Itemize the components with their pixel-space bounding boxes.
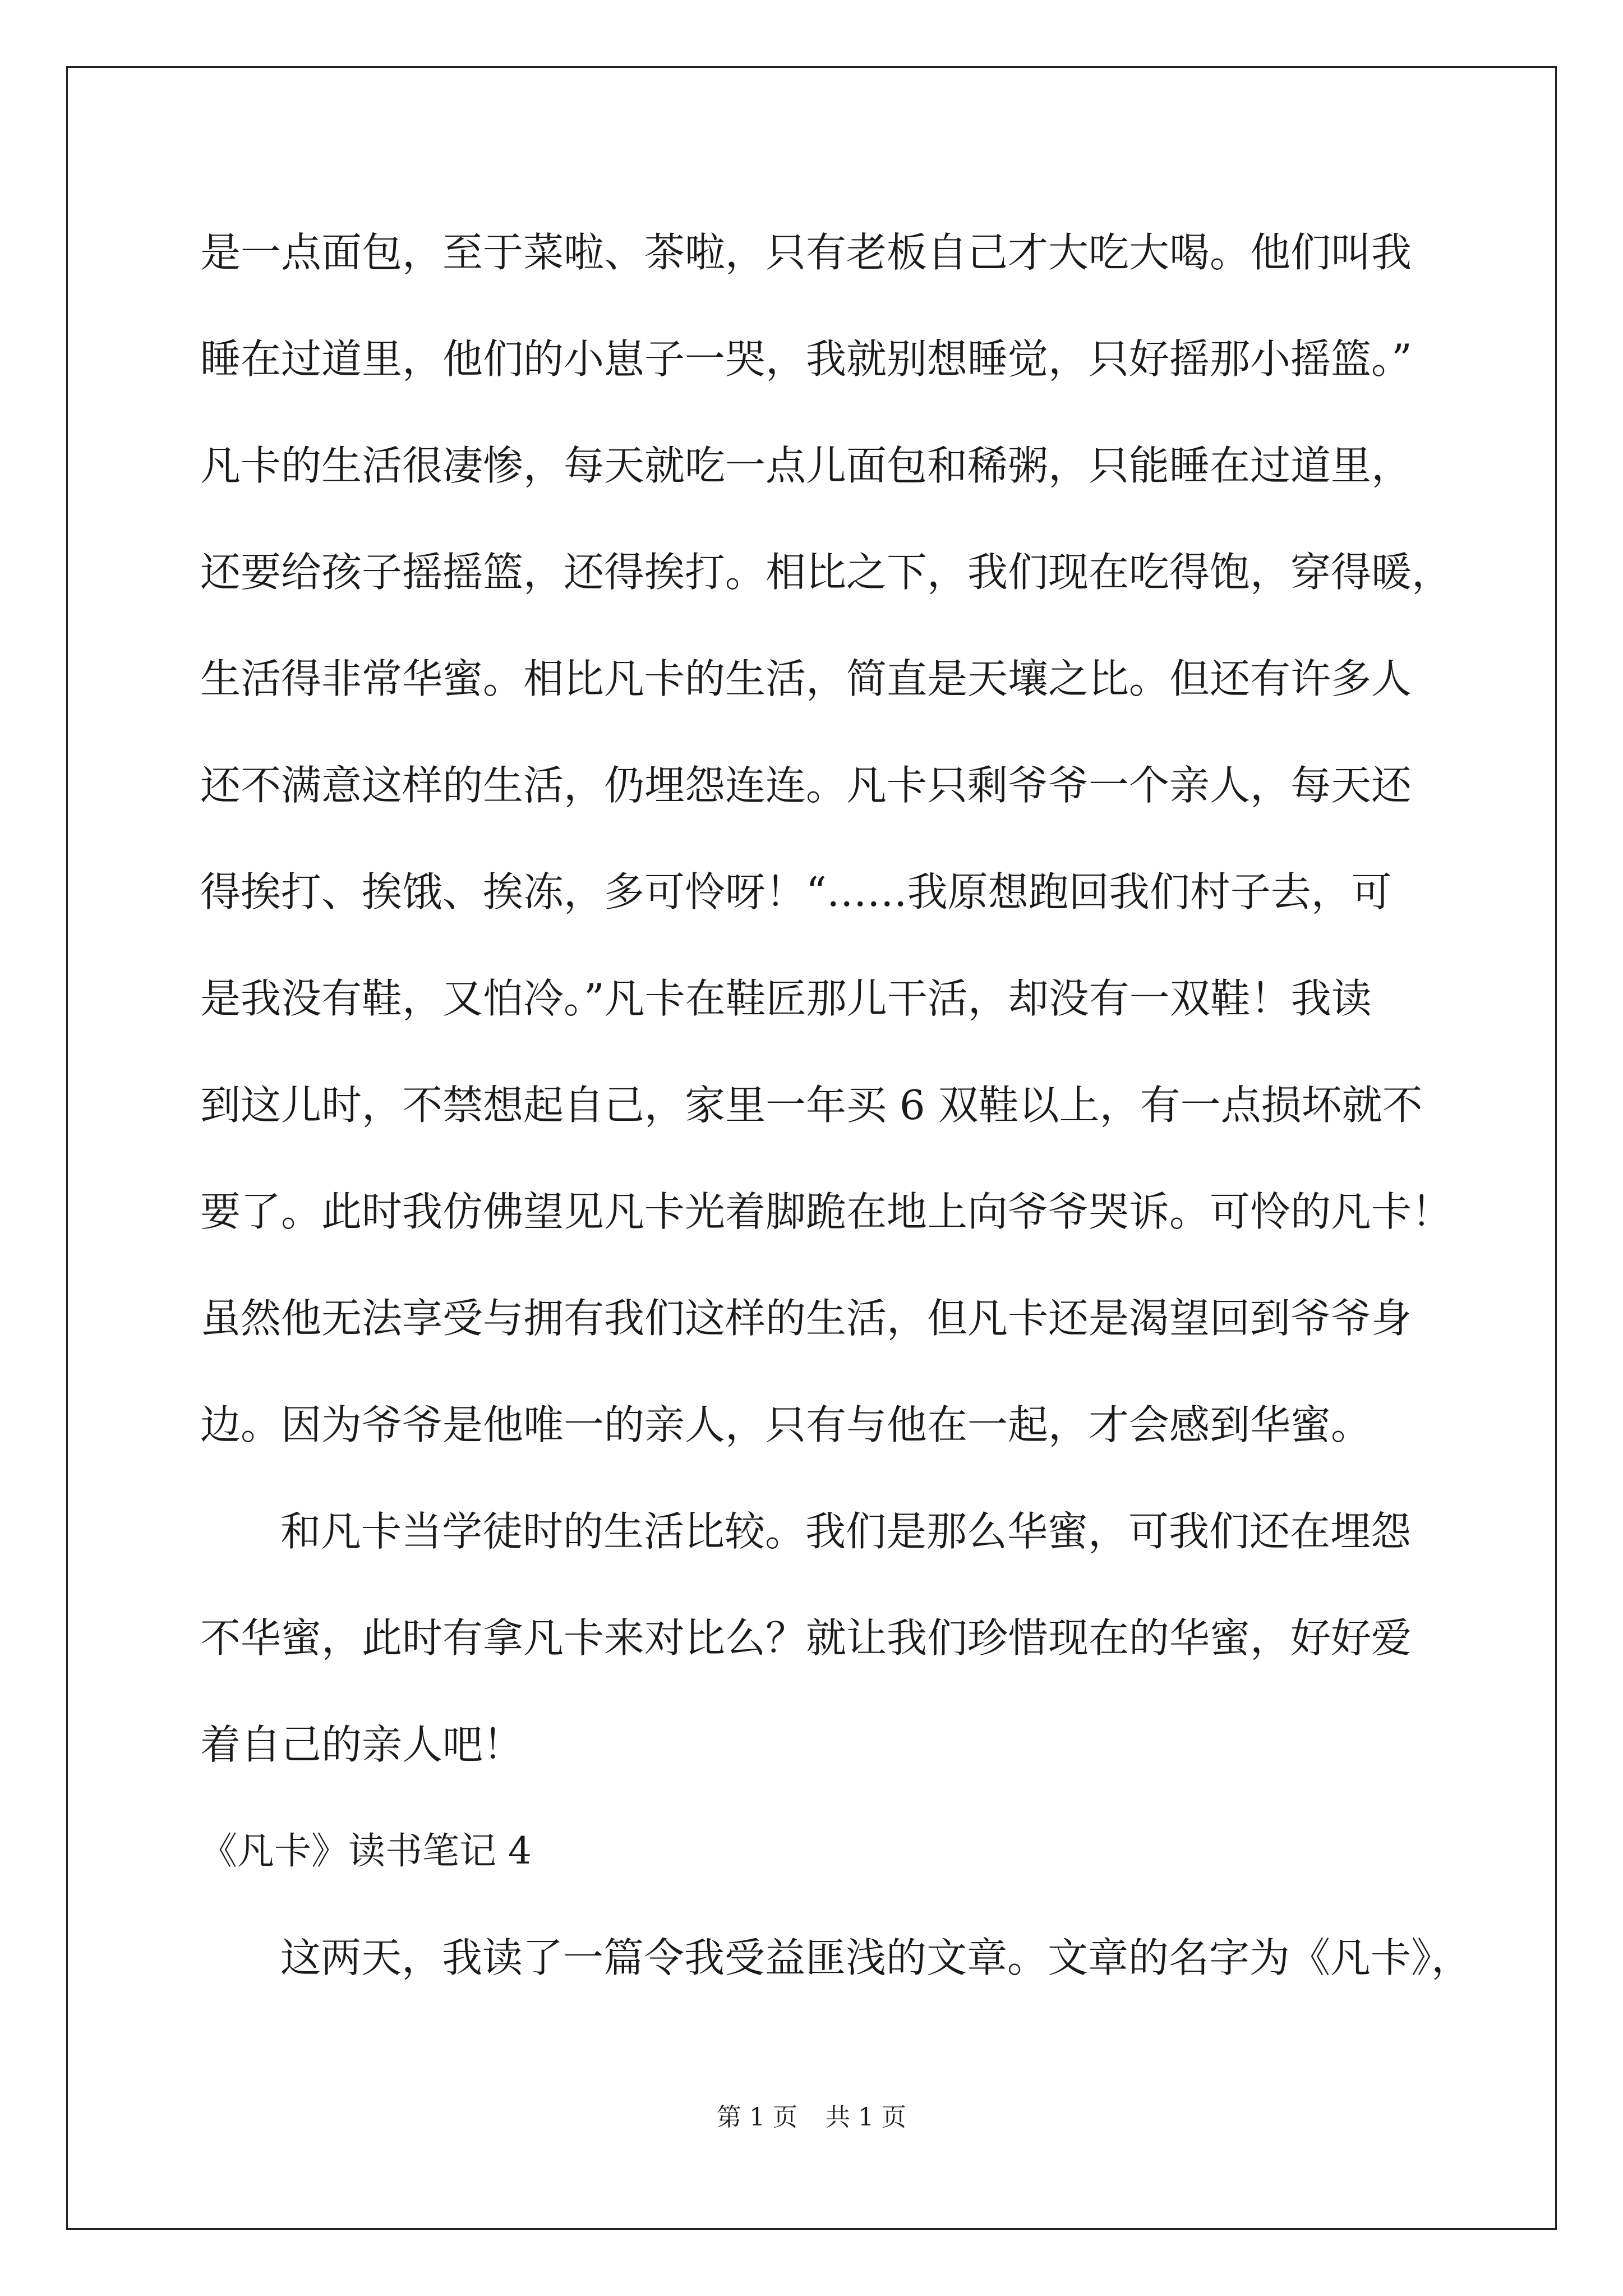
page-number: 第 1 页 bbox=[717, 2103, 797, 2132]
text-line-7: 得挨打、挨饿、挨冻，多可怜呀！“……我原想跑回我们村子去，可 bbox=[200, 868, 1392, 915]
text-line-2: 睡在过道里，他们的小崽子一哭，我就别想睡觉，只好摇那小摇篮。” bbox=[200, 335, 1412, 383]
text-line-16: 这两天，我读了一篇令我受益匪浅的文章。文章的名字为《凡卡》， bbox=[280, 1934, 1472, 1981]
page-border bbox=[66, 66, 1557, 2230]
text-line-10: 要了。此时我仿佛望见凡卡光着脚跪在地上向爷爷哭诉。可怜的凡卡！ bbox=[200, 1188, 1453, 1235]
text-line-11: 虽然他无法享受与拥有我们这样的生活，但凡卡还是渴望回到爷爷身 bbox=[200, 1295, 1412, 1342]
text-line-12: 边。因为爷爷是他唯一的亲人，只有与他在一起，才会感到华蜜。 bbox=[200, 1401, 1372, 1448]
text-line-6: 还不满意这样的生活，仍埋怨连连。凡卡只剩爷爷一个亲人，每天还 bbox=[200, 762, 1412, 809]
page-footer bbox=[0, 2101, 1623, 2134]
text-line-15: 着自己的亲人吧！ bbox=[200, 1721, 524, 1768]
text-line-4: 还要给孩子摇摇篮，还得挨打。相比之下，我们现在吃得饱，穿得暖， bbox=[200, 549, 1453, 596]
text-line-13: 和凡卡当学徒时的生活比较。我们是那么华蜜，可我们还在埋怨 bbox=[280, 1508, 1412, 1555]
text-line-8: 是我没有鞋，又怕冷。”凡卡在鞋匠那儿干活，却没有一双鞋！我读 bbox=[200, 975, 1372, 1022]
text-line-3: 凡卡的生活很凄惨，每天就吃一点儿面包和稀粥，只能睡在过道里， bbox=[200, 442, 1412, 489]
text-line-5: 生活得非常华蜜。相比凡卡的生活，简直是天壤之比。但还有许多人 bbox=[200, 655, 1412, 702]
text-line-1: 是一点面包，至于菜啦、茶啦，只有老板自己才大吃大喝。他们叫我 bbox=[200, 229, 1412, 276]
text-line-9: 到这儿时，不禁想起自己，家里一年买 6 双鞋以上，有一点损坏就不 bbox=[200, 1082, 1423, 1129]
section-heading: 《凡卡》读书笔记 4 bbox=[200, 1829, 532, 1872]
page-total: 共 1 页 bbox=[826, 2103, 906, 2132]
text-line-14: 不华蜜，此时有拿凡卡来对比么？就让我们珍惜现在的华蜜，好好爱 bbox=[200, 1614, 1412, 1662]
